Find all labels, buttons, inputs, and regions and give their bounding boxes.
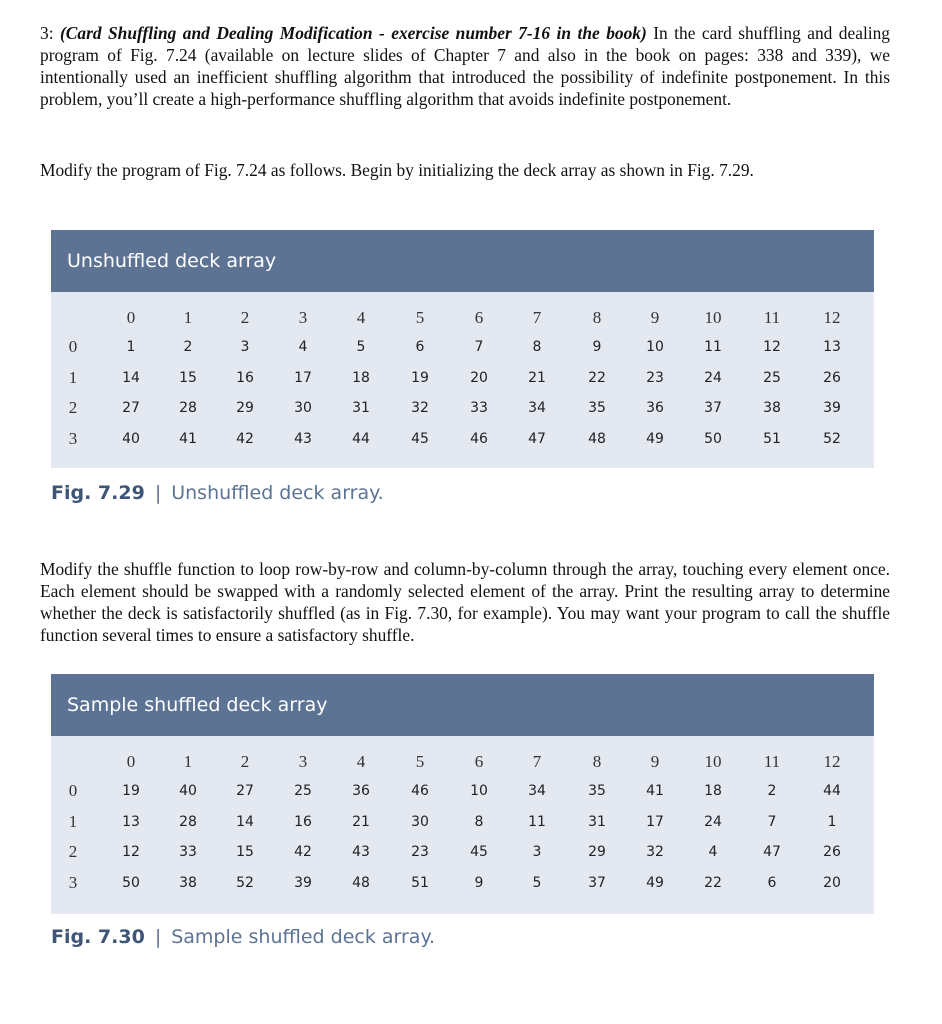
table-cell: 27 [236, 783, 254, 799]
table-cell: 3 [532, 844, 542, 860]
table-cell: 23 [646, 370, 664, 386]
table-cell: 37 [704, 400, 722, 416]
table-cell: 47 [528, 431, 546, 447]
column-header-8: 8 [592, 308, 602, 327]
column-header-9: 9 [650, 308, 660, 327]
table-cell: 9 [474, 875, 484, 891]
table-cell: 8 [532, 339, 542, 355]
column-header-6: 6 [474, 308, 484, 327]
table-cell: 37 [588, 875, 606, 891]
table-cell: 19 [122, 783, 140, 799]
exercise-title: (Card Shuffling and Dealing Modification - exercise number 7-16 in the book) [60, 23, 647, 43]
table-cell: 12 [763, 339, 781, 355]
column-header-0: 0 [126, 752, 136, 771]
table-cell: 39 [294, 875, 312, 891]
figure-caption-7-30 [51, 926, 435, 948]
table-cell: 1 [827, 814, 837, 830]
column-header-10: 10 [704, 752, 722, 771]
row-header-2: 2 [68, 842, 78, 861]
figure-number: Fig. 7.29 [51, 482, 145, 504]
table-cell: 16 [294, 814, 312, 830]
column-header-10: 10 [704, 308, 722, 327]
table-cell: 21 [528, 370, 546, 386]
table-cell: 42 [294, 844, 312, 860]
table-cell: 12 [122, 844, 140, 860]
table-cell: 35 [588, 400, 606, 416]
table-cell: 5 [532, 875, 542, 891]
row-header-0: 0 [68, 781, 78, 800]
table-cell: 31 [588, 814, 606, 830]
table-cell: 20 [823, 875, 841, 891]
row-header-3: 3 [68, 429, 78, 448]
table-cell: 42 [236, 431, 254, 447]
table-cell: 45 [470, 844, 488, 860]
column-header-11: 11 [763, 752, 781, 771]
table-cell: 4 [708, 844, 718, 860]
table-cell: 1 [126, 339, 136, 355]
column-header-12: 12 [823, 752, 841, 771]
table-cell: 25 [763, 370, 781, 386]
table-cell: 30 [411, 814, 429, 830]
row-header-2: 2 [68, 398, 78, 417]
table-cell: 17 [294, 370, 312, 386]
table-cell: 22 [588, 370, 606, 386]
table-cell: 44 [352, 431, 370, 447]
table-cell: 4 [298, 339, 308, 355]
exercise-intro [40, 22, 890, 110]
column-header-5: 5 [415, 752, 425, 771]
caption-text: Unshuffled deck array. [171, 482, 384, 504]
row-header-3: 3 [68, 873, 78, 892]
table-cell: 50 [704, 431, 722, 447]
table-cell: 49 [646, 875, 664, 891]
figure-number: Fig. 7.30 [51, 926, 145, 948]
table-cell: 13 [122, 814, 140, 830]
caption-text: Sample shuffled deck array. [171, 926, 436, 948]
table-cell: 9 [592, 339, 602, 355]
table-cell: 26 [823, 370, 841, 386]
table-cell: 32 [411, 400, 429, 416]
table-cell: 14 [236, 814, 254, 830]
table-cell: 27 [122, 400, 140, 416]
table-cell: 7 [474, 339, 484, 355]
table-cell: 51 [411, 875, 429, 891]
column-header-3: 3 [298, 752, 308, 771]
exercise-number: 3: [40, 23, 60, 43]
column-header-1: 1 [183, 752, 193, 771]
column-header-12: 12 [823, 308, 841, 327]
column-header-3: 3 [298, 308, 308, 327]
table-cell: 40 [122, 431, 140, 447]
table-cell: 51 [763, 431, 781, 447]
column-header-6: 6 [474, 752, 484, 771]
table-cell: 21 [352, 814, 370, 830]
table-cell: 30 [294, 400, 312, 416]
table-cell: 49 [646, 431, 664, 447]
table-cell: 43 [294, 431, 312, 447]
table-cell: 35 [588, 783, 606, 799]
table-cell: 34 [528, 783, 546, 799]
table-cell: 20 [470, 370, 488, 386]
column-header-7: 7 [532, 308, 542, 327]
table-cell: 45 [411, 431, 429, 447]
column-header-5: 5 [415, 308, 425, 327]
table-cell: 40 [179, 783, 197, 799]
table-cell: 8 [474, 814, 484, 830]
table-cell: 28 [179, 814, 197, 830]
table-cell: 46 [470, 431, 488, 447]
table-cell: 33 [179, 844, 197, 860]
table-cell: 33 [470, 400, 488, 416]
table-cell: 22 [704, 875, 722, 891]
table-cell: 13 [823, 339, 841, 355]
table-cell: 41 [646, 783, 664, 799]
table-cell: 26 [823, 844, 841, 860]
table-cell: 48 [352, 875, 370, 891]
table-cell: 50 [122, 875, 140, 891]
row-header-1: 1 [68, 368, 78, 387]
column-header-8: 8 [592, 752, 602, 771]
table-cell: 44 [823, 783, 841, 799]
caption-separator: | [154, 926, 162, 948]
column-header-9: 9 [650, 752, 660, 771]
table-cell: 41 [179, 431, 197, 447]
table-cell: 28 [179, 400, 197, 416]
table-cell: 5 [356, 339, 366, 355]
column-header-2: 2 [240, 308, 250, 327]
column-header-11: 11 [763, 308, 781, 327]
column-header-4: 4 [356, 752, 366, 771]
table-cell: 15 [236, 844, 254, 860]
table-cell: 52 [823, 431, 841, 447]
table-cell: 6 [767, 875, 777, 891]
table-cell: 2 [767, 783, 777, 799]
table-cell: 7 [767, 814, 777, 830]
table-cell: 38 [763, 400, 781, 416]
table-cell: 29 [236, 400, 254, 416]
column-header-7: 7 [532, 752, 542, 771]
row-header-1: 1 [68, 812, 78, 831]
column-header-4: 4 [356, 308, 366, 327]
panel-title: Sample shuffled deck array [51, 674, 874, 736]
table-cell: 15 [179, 370, 197, 386]
table-cell: 6 [415, 339, 425, 355]
table-cell: 48 [588, 431, 606, 447]
caption-separator: | [154, 482, 162, 504]
instruction-shuffle: Modify the shuffle function to loop row-by-row and column-by-column through the array, touching every element once. Each element should be swapped with a randomly selected element of the array. Print the resulting array to determine whether the deck is satisfactorily shuffled (as in Fig. 7.30, for example). You may want your program to call the shuffle function several times to ensure a satisfactory shuffle. [40, 559, 890, 645]
table-cell: 32 [646, 844, 664, 860]
column-header-1: 1 [183, 308, 193, 327]
exercise-body: In the card shuffling and dealing program of Fig. 7.24 (available on lecture slides of Chapter 7 and also in the book on pages: 338 and 339), we intentionally used an inefficient shuffling algorithm that introduced the possibility of indefinite postponement. In this problem, you’ll create a high-performance shuffling algorithm that avoids indefinite postponement. [40, 23, 890, 109]
table-cell: 23 [411, 844, 429, 860]
panel-title: Unshuffled deck array [51, 230, 874, 292]
figure-caption-7-29 [51, 482, 384, 504]
table-cell: 2 [183, 339, 193, 355]
table-cell: 17 [646, 814, 664, 830]
table-cell: 31 [352, 400, 370, 416]
table-cell: 34 [528, 400, 546, 416]
row-header-0: 0 [68, 337, 78, 356]
table-cell: 3 [240, 339, 250, 355]
table-cell: 16 [236, 370, 254, 386]
table-cell: 14 [122, 370, 140, 386]
table-cell: 18 [352, 370, 370, 386]
table-cell: 36 [646, 400, 664, 416]
table-cell: 46 [411, 783, 429, 799]
table-cell: 19 [411, 370, 429, 386]
table-cell: 38 [179, 875, 197, 891]
table-cell: 43 [352, 844, 370, 860]
column-header-2: 2 [240, 752, 250, 771]
table-cell: 29 [588, 844, 606, 860]
table-cell: 18 [704, 783, 722, 799]
table-cell: 11 [528, 814, 546, 830]
table-cell: 24 [704, 814, 722, 830]
table-cell: 36 [352, 783, 370, 799]
table-cell: 39 [823, 400, 841, 416]
table-cell: 47 [763, 844, 781, 860]
table-cell: 11 [704, 339, 722, 355]
table-cell: 10 [646, 339, 664, 355]
table-cell: 24 [704, 370, 722, 386]
shuffled-deck-panel [51, 674, 874, 914]
column-header-0: 0 [126, 308, 136, 327]
table-cell: 25 [294, 783, 312, 799]
unshuffled-deck-panel [51, 230, 874, 468]
table-cell: 10 [470, 783, 488, 799]
table-cell: 52 [236, 875, 254, 891]
instruction-initialize: Modify the program of Fig. 7.24 as follows. Begin by initializing the deck array as shown in Fig. 7.29. [40, 160, 754, 180]
